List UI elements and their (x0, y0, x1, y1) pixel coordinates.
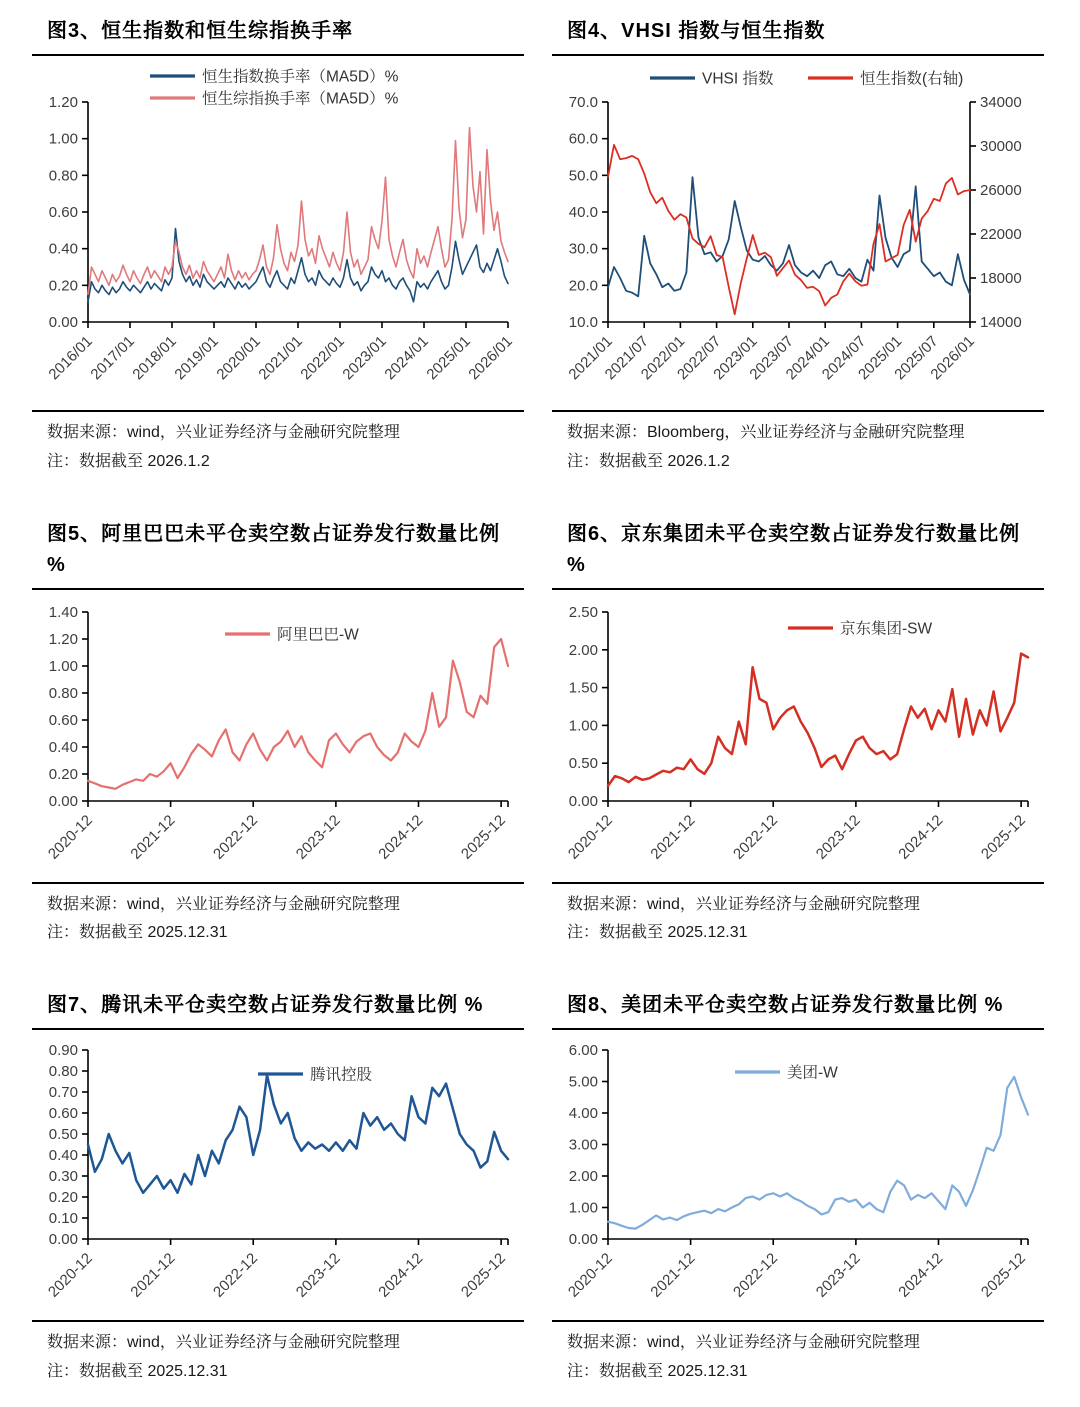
svg-text:2022-12: 2022-12 (210, 811, 262, 863)
svg-text:0.30: 0.30 (48, 1168, 78, 1186)
figure-3-footer (32, 410, 524, 477)
svg-text:2025/01: 2025/01 (423, 332, 474, 384)
svg-text:0.50: 0.50 (48, 1126, 78, 1144)
svg-text:2021-12: 2021-12 (647, 1249, 699, 1301)
svg-text:2025-12: 2025-12 (457, 1249, 509, 1301)
svg-text:0.00: 0.00 (48, 1231, 78, 1249)
chart-hsi-hscei-turnover (32, 62, 524, 410)
data-source: 数据来源：wind，兴业证券经济与金融研究院整理 (47, 424, 400, 441)
svg-text:2022-12: 2022-12 (730, 1249, 782, 1301)
figure-4-title: 图4、VHSI 指数与恒生指数 (552, 14, 1044, 56)
svg-text:VHSI 指数: VHSI 指数 (702, 70, 774, 88)
svg-text:2024-12: 2024-12 (895, 811, 947, 863)
svg-text:1.20: 1.20 (48, 630, 78, 648)
svg-text:2021-12: 2021-12 (127, 811, 179, 863)
svg-text:0.00: 0.00 (48, 314, 78, 331)
svg-text:2023-12: 2023-12 (292, 811, 344, 863)
svg-text:2021/07: 2021/07 (601, 332, 653, 384)
svg-text:2.00: 2.00 (568, 641, 598, 659)
svg-text:1.00: 1.00 (568, 716, 598, 734)
svg-text:0.20: 0.20 (48, 765, 78, 783)
svg-text:2023/07: 2023/07 (746, 332, 797, 384)
svg-text:1.50: 1.50 (568, 679, 598, 697)
data-note: 注：数据截至 2026.1.2 (47, 452, 210, 470)
data-source: 数据来源：wind，兴业证券经济与金融研究院整理 (567, 1334, 920, 1352)
svg-text:2021-12: 2021-12 (647, 811, 699, 863)
svg-text:2024/01: 2024/01 (381, 332, 432, 384)
svg-text:2024-12: 2024-12 (375, 811, 427, 863)
data-note: 注：数据截至 2026.1.2 (567, 452, 730, 470)
svg-text:2.00: 2.00 (568, 1168, 598, 1186)
svg-text:2024/01: 2024/01 (782, 332, 834, 384)
svg-text:14000: 14000 (980, 314, 1022, 331)
svg-text:2025/07: 2025/07 (891, 332, 942, 384)
svg-text:2023-12: 2023-12 (292, 1249, 344, 1301)
svg-text:30000: 30000 (980, 138, 1022, 155)
svg-text:美团-W: 美团-W (787, 1064, 838, 1082)
svg-text:0.00: 0.00 (568, 792, 598, 810)
svg-text:2022/07: 2022/07 (674, 332, 725, 384)
figure-8 (552, 988, 1044, 1387)
svg-text:2018/01: 2018/01 (129, 332, 180, 384)
figure-6-title: 图6、京东集团未平仓卖空数占证券发行数量比例 % (552, 517, 1044, 590)
svg-text:34000: 34000 (980, 94, 1022, 111)
data-source: 数据来源：Bloomberg，兴业证券经济与金融研究院整理 (567, 424, 965, 441)
svg-text:2023/01: 2023/01 (339, 332, 390, 384)
figure-8-title: 图8、美团未平仓卖空数占证券发行数量比例 % (552, 988, 1044, 1030)
svg-text:70.0: 70.0 (568, 94, 598, 111)
svg-text:2019/01: 2019/01 (171, 332, 222, 384)
svg-text:京东集团-SW: 京东集团-SW (840, 620, 933, 638)
svg-text:2025-12: 2025-12 (977, 811, 1029, 863)
chart-alibaba-short-interest (32, 596, 524, 882)
svg-text:1.00: 1.00 (48, 130, 78, 148)
svg-text:2022/01: 2022/01 (637, 332, 689, 384)
svg-text:2021/01: 2021/01 (565, 332, 616, 384)
data-source: 数据来源：wind，兴业证券经济与金融研究院整理 (47, 1334, 400, 1352)
svg-text:2025-12: 2025-12 (977, 1249, 1029, 1301)
svg-text:2024-12: 2024-12 (895, 1249, 947, 1301)
svg-text:腾讯控股: 腾讯控股 (310, 1066, 373, 1084)
svg-text:2024/07: 2024/07 (818, 332, 870, 384)
svg-text:2021/01: 2021/01 (255, 332, 306, 384)
figure-7-footer (32, 1320, 524, 1387)
svg-text:0.60: 0.60 (48, 204, 78, 221)
figure-5-footer (32, 882, 524, 949)
svg-text:1.20: 1.20 (48, 94, 78, 111)
svg-text:0.80: 0.80 (48, 1063, 78, 1081)
svg-text:0.40: 0.40 (48, 738, 78, 756)
svg-text:2020/01: 2020/01 (213, 332, 264, 384)
svg-text:0.00: 0.00 (48, 792, 78, 810)
chart-jd-short-interest (552, 596, 1044, 882)
figure-6-footer (552, 882, 1044, 949)
svg-text:1.40: 1.40 (48, 603, 78, 621)
svg-text:18000: 18000 (980, 270, 1022, 287)
figure-3-title: 图3、恒生指数和恒生综指换手率 (32, 14, 524, 56)
svg-text:2020-12: 2020-12 (564, 811, 616, 863)
svg-text:3.00: 3.00 (568, 1136, 598, 1154)
svg-text:6.00: 6.00 (568, 1042, 598, 1060)
svg-text:40.0: 40.0 (568, 204, 598, 221)
svg-text:50.0: 50.0 (568, 167, 598, 185)
svg-text:0.20: 0.20 (48, 277, 78, 295)
chart-vhsi-vs-hsi (552, 62, 1044, 410)
svg-text:2020-12: 2020-12 (44, 1249, 96, 1301)
svg-text:恒生指数换手率（MA5D）%: 恒生指数换手率（MA5D）% (202, 68, 399, 86)
svg-text:0.40: 0.40 (48, 1147, 78, 1165)
svg-text:2022/01: 2022/01 (297, 332, 348, 384)
data-note: 注：数据截至 2025.12.31 (47, 924, 228, 942)
data-note: 注：数据截至 2025.12.31 (567, 924, 748, 942)
svg-text:2023-12: 2023-12 (812, 1249, 864, 1301)
svg-text:恒生指数(右轴): 恒生指数(右轴) (860, 70, 964, 88)
svg-text:2023-12: 2023-12 (812, 811, 864, 863)
svg-text:2020-12: 2020-12 (44, 811, 96, 863)
chart-tencent-short-interest (32, 1036, 524, 1320)
svg-text:0.60: 0.60 (48, 1105, 78, 1123)
svg-text:10.0: 10.0 (568, 314, 598, 331)
svg-text:0.60: 0.60 (48, 711, 78, 729)
figure-3 (32, 14, 524, 477)
chart-meituan-short-interest (552, 1036, 1044, 1320)
svg-text:0.10: 0.10 (48, 1210, 78, 1228)
svg-text:0.80: 0.80 (48, 167, 78, 185)
svg-text:5.00: 5.00 (568, 1073, 598, 1091)
svg-text:2017/01: 2017/01 (87, 332, 138, 384)
svg-text:2026/01: 2026/01 (465, 332, 516, 384)
svg-text:0.00: 0.00 (568, 1231, 598, 1249)
figure-4-footer (552, 410, 1044, 477)
svg-text:2.50: 2.50 (568, 603, 598, 621)
svg-text:0.90: 0.90 (48, 1042, 78, 1060)
svg-text:2026/01: 2026/01 (927, 332, 978, 384)
svg-text:2020-12: 2020-12 (564, 1249, 616, 1301)
svg-text:30.0: 30.0 (568, 240, 598, 258)
figure-4 (552, 14, 1044, 477)
figure-7-title: 图7、腾讯未平仓卖空数占证券发行数量比例 % (32, 988, 524, 1030)
figure-7 (32, 988, 524, 1387)
svg-text:2016/01: 2016/01 (45, 332, 96, 384)
svg-text:0.40: 0.40 (48, 240, 78, 258)
svg-text:0.70: 0.70 (48, 1084, 78, 1102)
svg-text:0.80: 0.80 (48, 684, 78, 702)
data-note: 注：数据截至 2025.12.31 (47, 1362, 228, 1380)
svg-text:26000: 26000 (980, 182, 1022, 199)
svg-text:恒生综指换手率（MA5D）%: 恒生综指换手率（MA5D）% (202, 90, 399, 108)
data-source: 数据来源：wind，兴业证券经济与金融研究院整理 (567, 895, 920, 913)
data-source: 数据来源：wind，兴业证券经济与金融研究院整理 (47, 895, 400, 913)
figure-5-title: 图5、阿里巴巴未平仓卖空数占证券发行数量比例 % (32, 517, 524, 590)
svg-text:60.0: 60.0 (568, 130, 598, 148)
svg-text:2025-12: 2025-12 (457, 811, 509, 863)
svg-text:0.50: 0.50 (568, 754, 598, 772)
svg-text:4.00: 4.00 (568, 1105, 598, 1123)
svg-text:2022-12: 2022-12 (730, 811, 782, 863)
svg-text:2021-12: 2021-12 (127, 1249, 179, 1301)
figure-5 (32, 517, 524, 949)
svg-text:20.0: 20.0 (568, 277, 598, 295)
svg-text:2024-12: 2024-12 (375, 1249, 427, 1301)
svg-text:22000: 22000 (980, 226, 1022, 243)
svg-text:2023/01: 2023/01 (710, 332, 761, 384)
svg-text:2025/01: 2025/01 (855, 332, 906, 384)
figure-8-footer (552, 1320, 1044, 1387)
figure-6 (552, 517, 1044, 949)
data-note: 注：数据截至 2025.12.31 (567, 1362, 748, 1380)
svg-text:2022-12: 2022-12 (210, 1249, 262, 1301)
svg-text:1.00: 1.00 (48, 657, 78, 675)
svg-text:阿里巴巴-W: 阿里巴巴-W (277, 626, 359, 644)
svg-text:1.00: 1.00 (568, 1199, 598, 1217)
svg-text:0.20: 0.20 (48, 1189, 78, 1207)
